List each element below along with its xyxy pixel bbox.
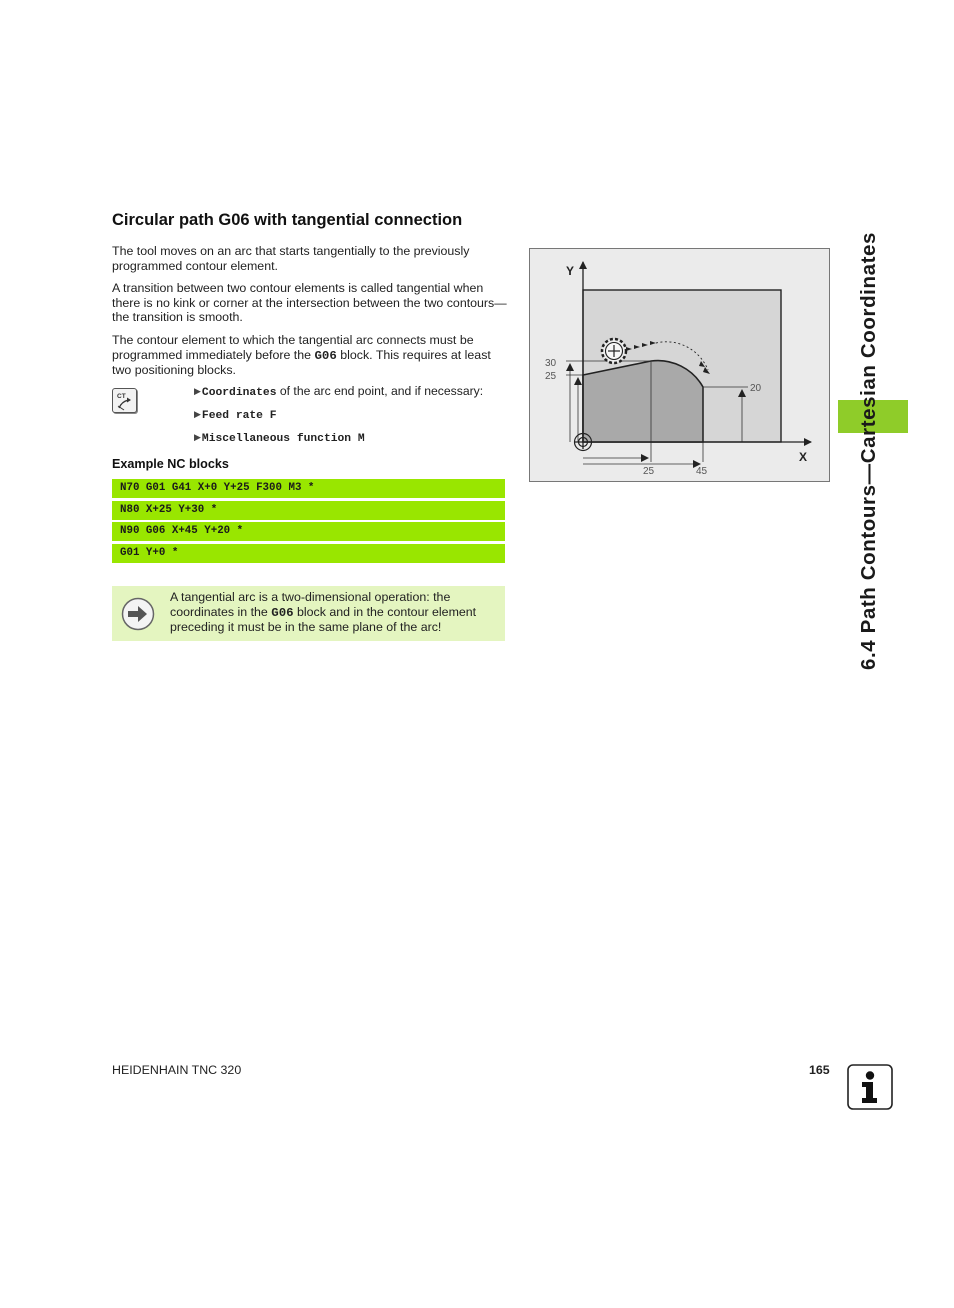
section-heading: Circular path G06 with tangential connection bbox=[112, 211, 463, 229]
contour-shape bbox=[583, 361, 703, 442]
requirement-paragraph: The contour element to which the tangential arc connects must be programmed immediately before the G06 block. This requires at least two positioning blocks. bbox=[112, 333, 491, 378]
note-box bbox=[112, 586, 505, 641]
inline-code-g06: G06 bbox=[314, 348, 337, 363]
dim-label-45: 45 bbox=[696, 466, 708, 477]
arrow-right-icon bbox=[121, 597, 155, 631]
tangential-arc-diagram bbox=[529, 248, 830, 482]
tangential-definition-paragraph: A transition between two contour elements is called tangential when there is no kink or corner at the intersection between the two contours—the transition is smooth. bbox=[112, 281, 507, 325]
axis-label-y: Y bbox=[566, 264, 575, 278]
nc-block-line: N70 G01 G41 X+0 Y+25 F300 M3 * bbox=[112, 479, 505, 498]
bullet-coordinates: ▶Coordinates of the arc end point, and if necessary: bbox=[194, 384, 484, 399]
bullet-feed-rate: ▶Feed rate F bbox=[194, 409, 277, 422]
diagram-canvas bbox=[530, 249, 829, 481]
nc-block-line: G01 Y+0 * bbox=[112, 544, 505, 563]
intro-paragraph: The tool moves on an arc that starts tangentially to the previously programmed contour element. bbox=[112, 244, 470, 273]
dim-label-25-x: 25 bbox=[643, 466, 655, 477]
info-icon bbox=[847, 1064, 893, 1110]
dim-label-20: 20 bbox=[750, 383, 762, 394]
bullet-triangle-icon: ▶ bbox=[194, 409, 201, 419]
page-number: 165 bbox=[809, 1063, 830, 1077]
note-text: A tangential arc is a two-dimensional operation: the coordinates in the G06 block and in the contour element preceding it must be in the same plane of the arc! bbox=[170, 590, 477, 635]
nc-block-line: N90 G06 X+45 Y+20 * bbox=[112, 522, 505, 541]
nc-block-line: N80 X+25 Y+30 * bbox=[112, 501, 505, 520]
dim-label-30: 30 bbox=[545, 358, 557, 369]
svg-text:CT: CT bbox=[117, 393, 126, 400]
tangential-arc-key-icon bbox=[113, 389, 136, 412]
dim-label-25-y: 25 bbox=[545, 371, 557, 382]
footer-product: HEIDENHAIN TNC 320 bbox=[112, 1063, 242, 1077]
example-heading: Example NC blocks bbox=[112, 457, 229, 471]
bullet-triangle-icon: ▶ bbox=[194, 432, 201, 442]
bullet-misc-function: ▶Miscellaneous function M bbox=[194, 432, 365, 445]
inline-code-g06: G06 bbox=[271, 605, 294, 620]
tangential-arc-softkey[interactable] bbox=[112, 388, 137, 413]
milling-tool bbox=[602, 339, 626, 363]
bullet-triangle-icon: ▶ bbox=[194, 386, 201, 396]
axis-label-x: X bbox=[799, 450, 808, 464]
chapter-title: 6.4 Path Contours—Cartesian Coordinates bbox=[857, 231, 880, 670]
